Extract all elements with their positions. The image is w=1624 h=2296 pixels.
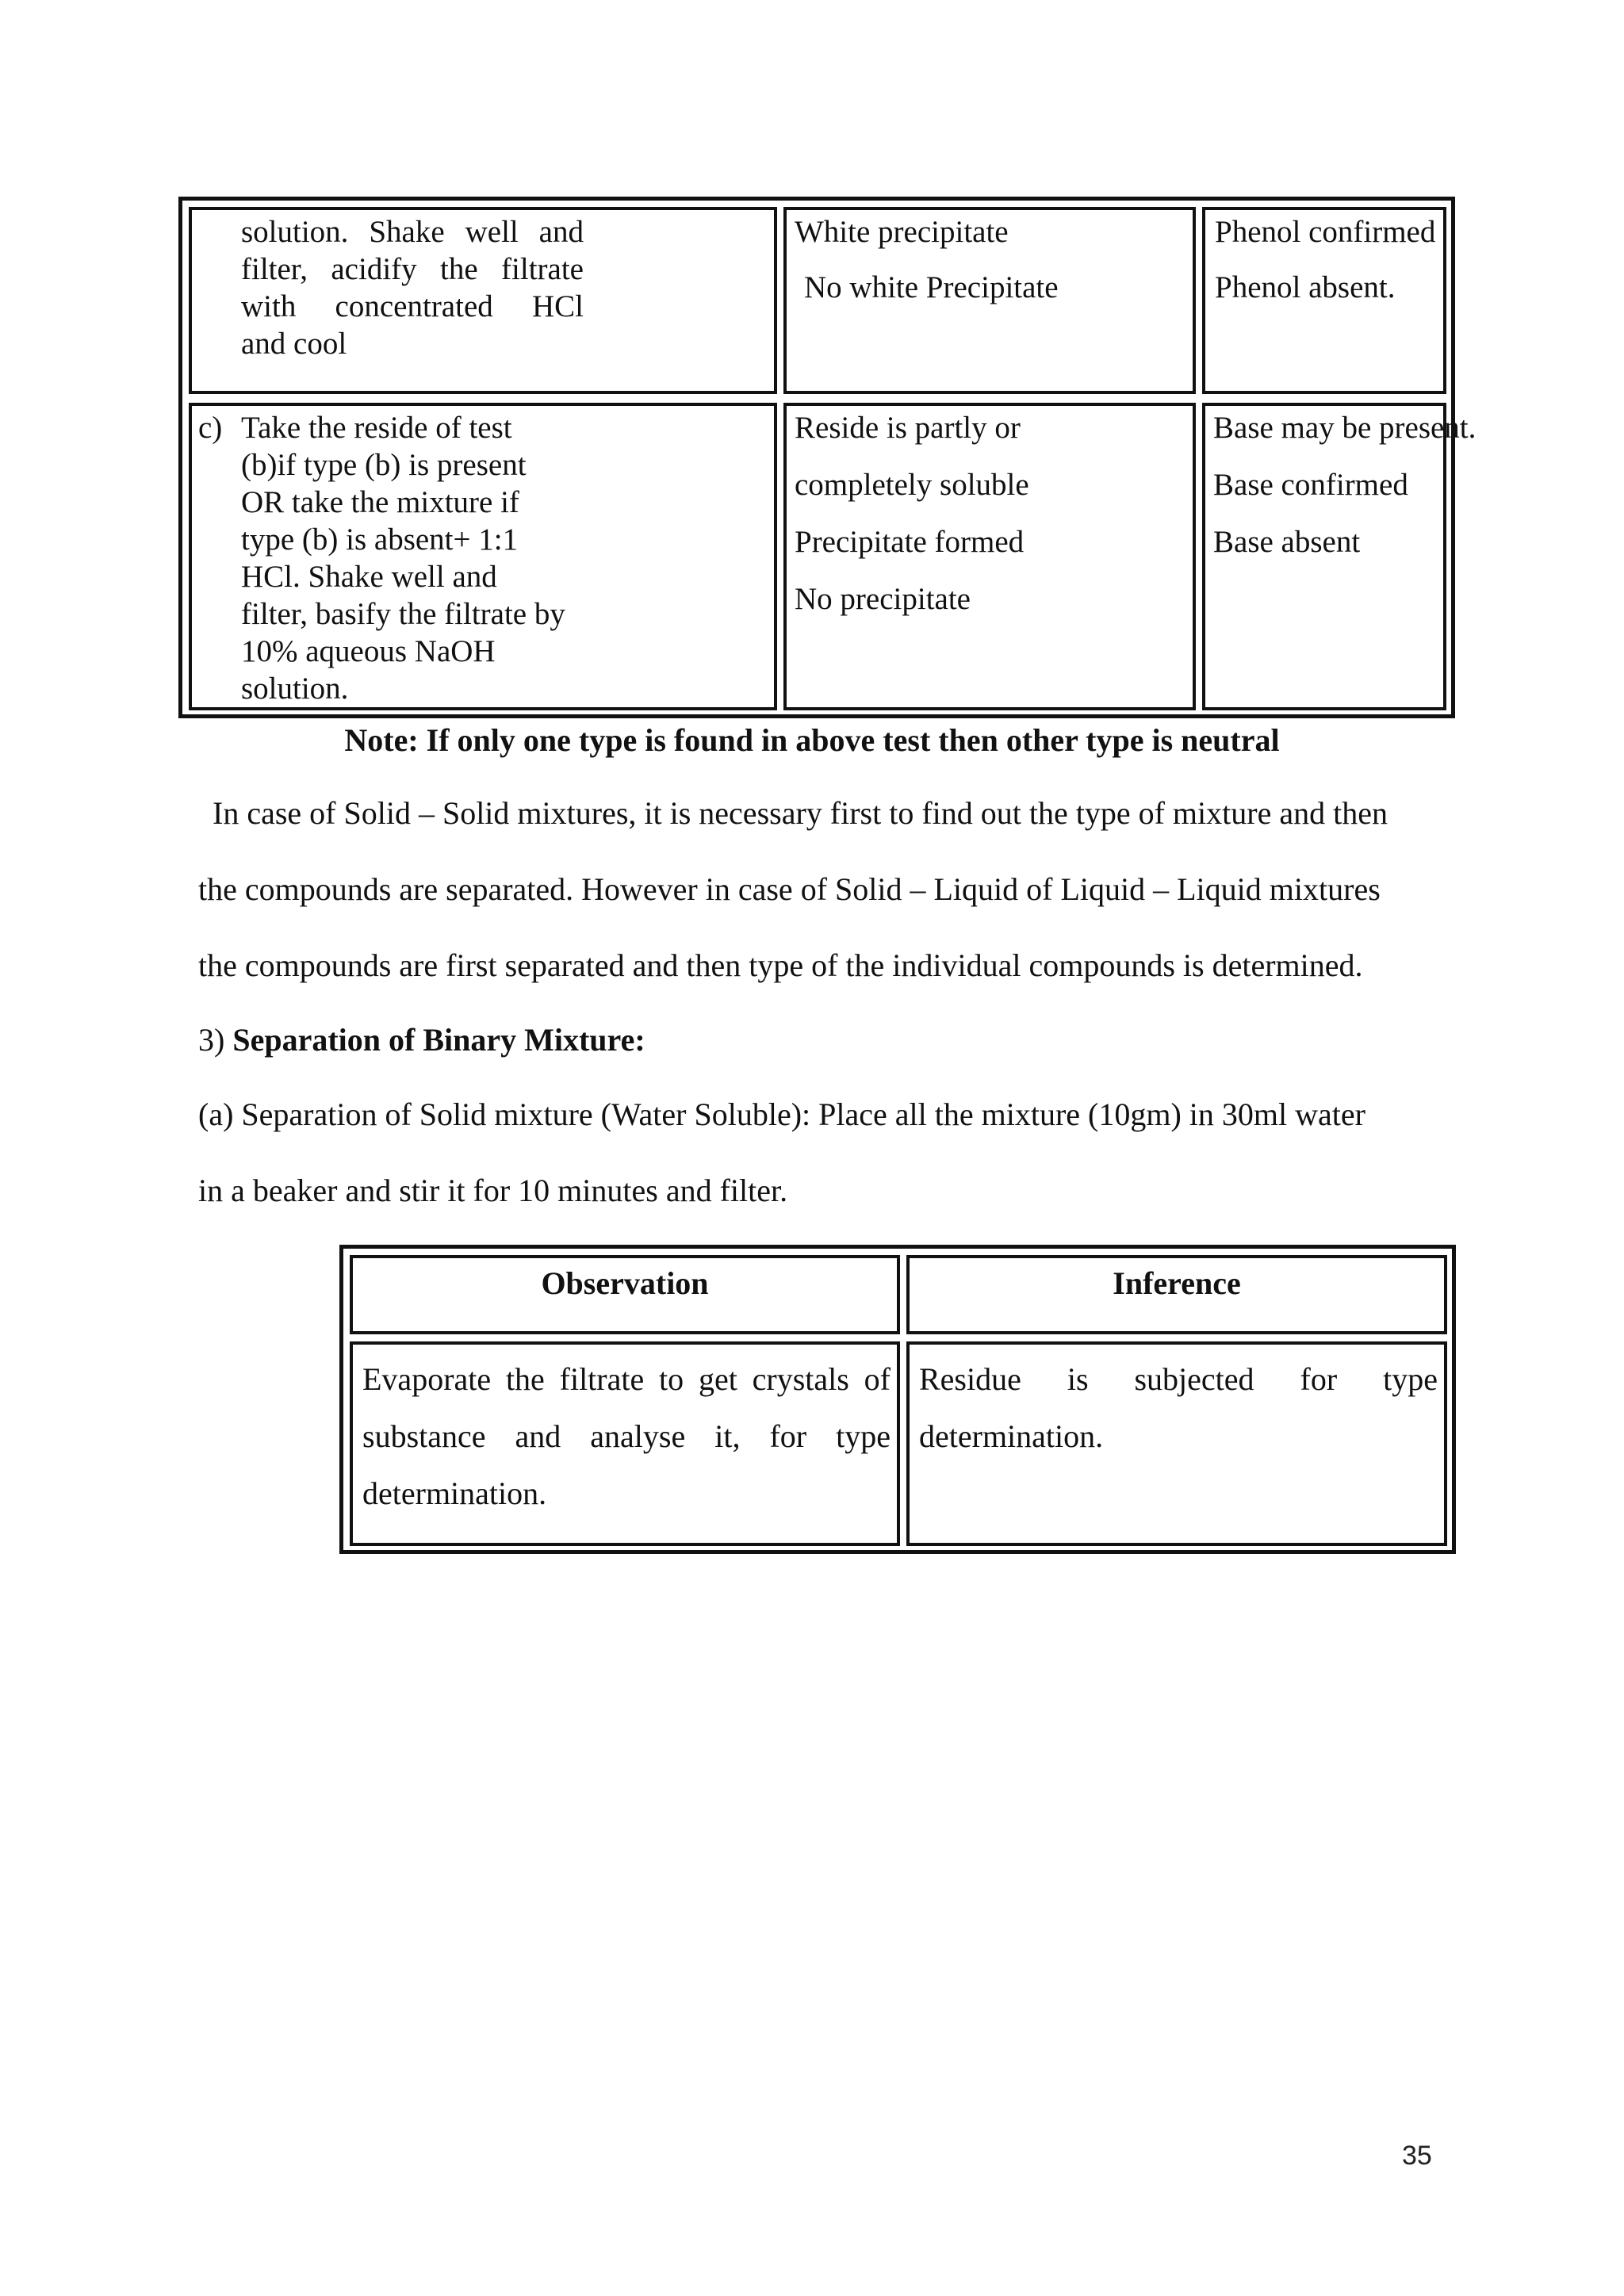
row1-procedure-cell [189, 207, 777, 394]
procedure-line: filter, basify the filtrate by [241, 597, 565, 631]
section-number: 3) [198, 1022, 225, 1058]
observation-line: Evaporate the filtrate to get crystals of [362, 1361, 891, 1397]
procedure-line: filter, acidify the filtrate [241, 252, 584, 286]
observation-text: completely soluble [795, 468, 1029, 502]
observation-line: determination. [362, 1475, 547, 1511]
inference-cell [906, 1341, 1447, 1546]
procedure-line: solution. Shake well and [241, 215, 584, 249]
inference-text: Base confirmed [1213, 468, 1408, 502]
inference-text: Base may be present. [1213, 411, 1477, 445]
observation-list [795, 409, 1029, 637]
row1-procedure-text [241, 213, 584, 362]
row1-observation-cell [783, 207, 1196, 394]
procedure-line: HCl. Shake well and [241, 560, 497, 594]
inference-text-block [919, 1351, 1438, 1465]
header-observation: Observation [541, 1265, 709, 1301]
inference-line: determination. [919, 1418, 1104, 1454]
subsection-line: (a) Separation of Solid mixture (Water Soluble): Place all the mixture (10gm) in 30ml water [198, 1096, 1365, 1132]
procedure-line: and cool [241, 327, 347, 361]
row2-procedure-cell [189, 403, 777, 710]
subsection-line: in a beaker and stir it for 10 minutes and filter. [198, 1173, 788, 1208]
observation-text: Precipitate formed [795, 525, 1025, 559]
observation-text-block [362, 1351, 891, 1522]
procedure-line: solution. [241, 672, 349, 706]
paragraph-line: the compounds are separated. However in case of Solid – Liquid of Liquid – Liquid mixtures [198, 871, 1381, 907]
procedure-line: type (b) is absent+ 1:1 [241, 522, 519, 557]
header-inference-cell [906, 1255, 1447, 1334]
row2-inference-cell [1202, 403, 1477, 710]
procedure-line: Take the reside of test [241, 411, 512, 445]
inference-text: Phenol absent. [1215, 270, 1396, 304]
header-observation-cell [350, 1255, 900, 1334]
separation-table [339, 1245, 1456, 1554]
page-number: 35 [1402, 2141, 1432, 2171]
paragraph-line: the compounds are first separated and then type of the individual compounds is determined. [198, 947, 1363, 983]
inference-text: Phenol confirmed [1215, 215, 1436, 249]
procedure-line: OR take the mixture if [241, 485, 519, 519]
section-heading [198, 1021, 645, 1059]
inference-line: Residue is subjected for type [919, 1361, 1438, 1397]
observation-text: Reside is partly or [795, 411, 1021, 445]
header-inference: Inference [1113, 1265, 1241, 1301]
procedure-line: 10% aqueous NaOH [241, 634, 496, 668]
inference-list [1213, 409, 1476, 580]
observation-text: No white Precipitate [804, 270, 1059, 304]
row2-observation-cell [783, 403, 1196, 710]
note-text: Note: If only one type is found in above test then other type is neutral [344, 722, 1280, 758]
inference-text: Base absent [1213, 525, 1361, 559]
paragraph-line: In case of Solid – Solid mixtures, it is necessary first to find out the type of mixture and then [213, 795, 1388, 831]
observation-cell [350, 1341, 900, 1546]
tests-table [178, 197, 1477, 718]
procedure-line: with concentrated HCl [241, 289, 584, 323]
procedure-line: (b)if type (b) is present [241, 448, 527, 482]
row1-inference-cell [1202, 207, 1446, 394]
observation-line: substance and analyse it, for type [362, 1418, 891, 1454]
row2-procedure-text [241, 409, 584, 707]
observation-text: White precipitate [795, 215, 1009, 249]
section-title: Separation of Binary Mixture: [232, 1022, 645, 1058]
procedure-label: c) [198, 411, 223, 445]
observation-text: No precipitate [795, 582, 971, 616]
